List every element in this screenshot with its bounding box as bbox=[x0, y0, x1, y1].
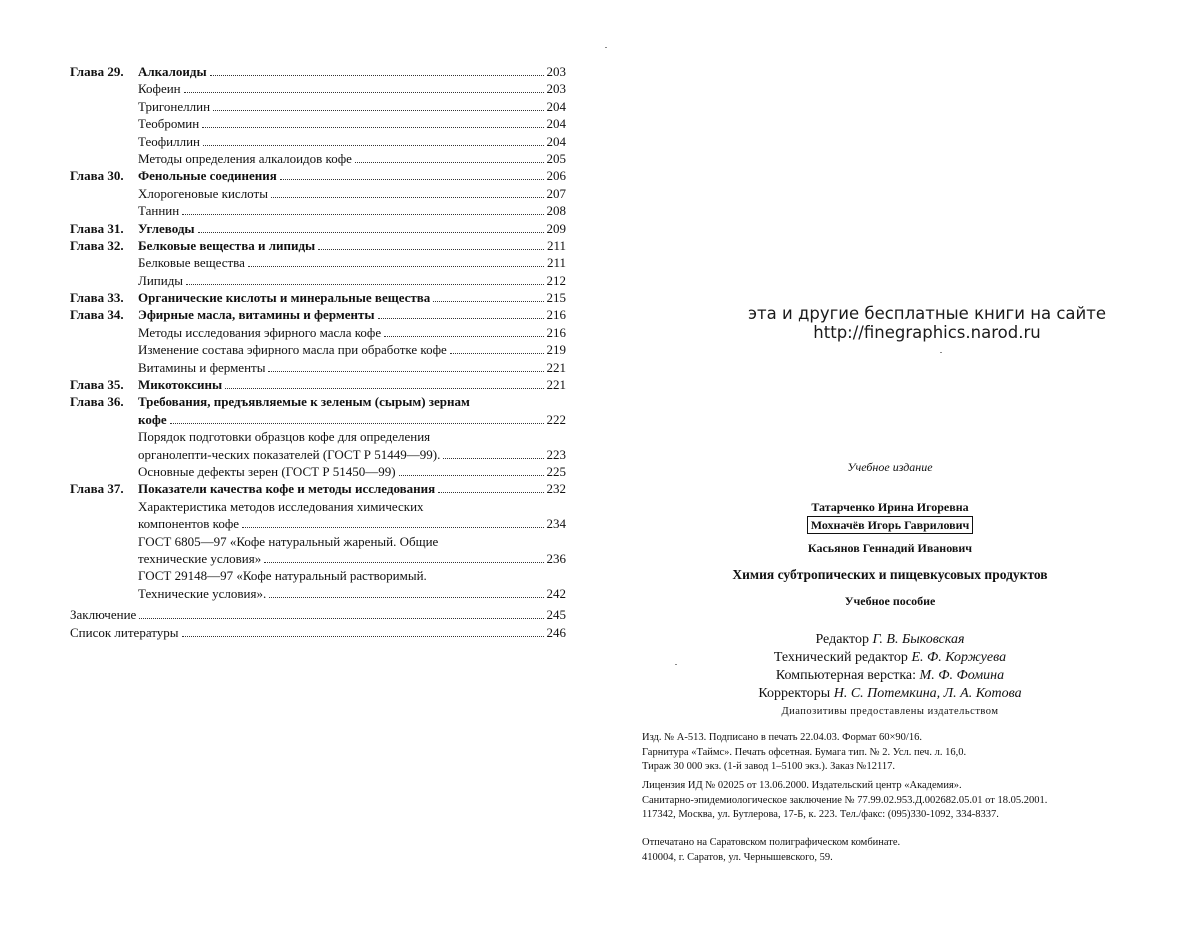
author-2-boxed: Мохначёв Игорь Гаврилович bbox=[807, 516, 974, 534]
toc-section-line bbox=[70, 446, 566, 463]
toc-section-line bbox=[70, 359, 566, 376]
toc-title: Методы определения алкалоидов кофе bbox=[138, 150, 352, 167]
toc-page-number: 204 bbox=[547, 115, 567, 132]
toc-section-line bbox=[70, 463, 566, 480]
watermark-text: эта и другие бесплатные книги на сайте bbox=[727, 304, 1127, 323]
toc-title: кофе bbox=[138, 411, 167, 428]
toc-leader-dots bbox=[450, 353, 544, 354]
toc-section-line bbox=[70, 606, 566, 623]
toc-section-line bbox=[70, 341, 566, 358]
toc-section-line bbox=[70, 567, 566, 584]
toc-leader-dots bbox=[225, 388, 543, 389]
toc-leader-dots bbox=[318, 249, 544, 250]
toc-chapter-line bbox=[70, 411, 566, 428]
toc-leader-dots bbox=[268, 371, 543, 372]
toc-chapter-line bbox=[70, 306, 566, 323]
toc-title: Микотоксины bbox=[138, 376, 222, 393]
toc-leader-dots bbox=[399, 475, 544, 476]
toc-leader-dots bbox=[443, 458, 543, 459]
toc-page-number: 219 bbox=[547, 341, 567, 358]
toc-leader-dots bbox=[438, 492, 543, 493]
credit-proofreaders: Корректоры Н. С. Потемкина, Л. А. Котова bbox=[600, 685, 1180, 703]
toc-page-number: 225 bbox=[547, 463, 567, 480]
toc-section-line bbox=[70, 624, 566, 641]
toc-chapter-line bbox=[70, 167, 566, 184]
toc-chapter-number: Глава 33. bbox=[70, 289, 138, 306]
toc-page-number: 223 bbox=[547, 446, 567, 463]
toc-leader-dots bbox=[271, 197, 544, 198]
toc-title: Кофеин bbox=[138, 80, 181, 97]
toc-section-line bbox=[70, 550, 566, 567]
toc-section-line bbox=[70, 254, 566, 271]
toc-page-number: 245 bbox=[547, 606, 567, 623]
toc-page-number: 246 bbox=[547, 624, 567, 641]
toc-page-number: 216 bbox=[547, 324, 567, 341]
toc-title: Алкалоиды bbox=[138, 63, 207, 80]
toc-title: Заключение bbox=[70, 606, 136, 623]
toc-page-number: 221 bbox=[547, 376, 567, 393]
toc-title: Витамины и ферменты bbox=[138, 359, 265, 376]
toc-leader-dots bbox=[242, 527, 543, 528]
toc-chapter-number: Глава 35. bbox=[70, 376, 138, 393]
author-3: Касьянов Геннадий Иванович bbox=[600, 541, 1180, 556]
toc-title: Липиды bbox=[138, 272, 183, 289]
toc-chapter-number: Глава 37. bbox=[70, 480, 138, 497]
toc-chapter-line bbox=[70, 63, 566, 80]
toc-section-line bbox=[70, 533, 566, 550]
watermark-url: http://finegraphics.narod.ru bbox=[727, 323, 1127, 342]
toc-leader-dots bbox=[264, 562, 543, 563]
toc-section-line bbox=[70, 428, 566, 445]
toc-section-line bbox=[70, 515, 566, 532]
toc-chapter-line bbox=[70, 237, 566, 254]
toc-title: Методы исследования эфирного масла кофе bbox=[138, 324, 381, 341]
toc-title: Белковые вещества и липиды bbox=[138, 237, 315, 254]
toc-section-line bbox=[70, 185, 566, 202]
toc-page-number: 211 bbox=[547, 237, 566, 254]
toc-section-line bbox=[70, 272, 566, 289]
toc-chapter-number: Глава 34. bbox=[70, 306, 138, 323]
toc-page-number: 236 bbox=[547, 550, 567, 567]
toc-page-number: 204 bbox=[547, 98, 567, 115]
credit-tech-editor: Технический редактор Е. Ф. Коржуева bbox=[600, 649, 1180, 667]
toc-page-number: 203 bbox=[547, 63, 567, 80]
toc-page-number: 216 bbox=[547, 306, 567, 323]
imprint-printer-info: Отпечатано на Саратовском полиграфическом комбинате. 410004, г. Саратов, ул. Чернышевского, 59. bbox=[642, 836, 900, 865]
toc-section-line bbox=[70, 80, 566, 97]
toc-leader-dots bbox=[184, 92, 544, 93]
toc-title: Теобромин bbox=[138, 115, 199, 132]
table-of-contents bbox=[70, 63, 566, 641]
scan-speck bbox=[940, 352, 942, 353]
edition-type: Учебное издание bbox=[600, 460, 1180, 475]
right-page bbox=[600, 0, 1200, 928]
toc-title: Белковые вещества bbox=[138, 254, 245, 271]
toc-leader-dots bbox=[170, 423, 544, 424]
toc-section-line bbox=[70, 202, 566, 219]
toc-page-number: 203 bbox=[547, 80, 567, 97]
toc-leader-dots bbox=[182, 636, 544, 637]
credits bbox=[600, 631, 1180, 703]
imprint-publisher-info: Лицензия ИД № 02025 от 13.06.2000. Издательский центр «Академия». Санитарно-эпидемиологическое заключение № 77.99.02.953.Д.002682.05.01 от 18.05.2001. 117342, Москва, ул. Бутлерова, 17-Б, к. 223. Тел./факс: (095)330-1092, 334-8337. bbox=[642, 779, 1047, 823]
toc-title: Порядок подготовки образцов кофе для определения bbox=[138, 428, 430, 445]
toc-title: Характеристика методов исследования химических bbox=[138, 498, 424, 515]
toc-title: Хлорогеновые кислоты bbox=[138, 185, 268, 202]
toc-leader-dots bbox=[355, 162, 544, 163]
toc-section-line bbox=[70, 133, 566, 150]
left-page bbox=[0, 0, 600, 928]
toc-page-number: 208 bbox=[547, 202, 567, 219]
toc-chapter-line bbox=[70, 289, 566, 306]
toc-title: Тригонеллин bbox=[138, 98, 210, 115]
toc-page-number: 207 bbox=[547, 185, 567, 202]
toc-leader-dots bbox=[280, 179, 544, 180]
toc-chapter-number: Глава 31. bbox=[70, 220, 138, 237]
toc-chapter-number: Глава 29. bbox=[70, 63, 138, 80]
toc-chapter-line bbox=[70, 376, 566, 393]
toc-page-number: 222 bbox=[547, 411, 567, 428]
toc-leader-dots bbox=[384, 336, 543, 337]
toc-title: Список литературы bbox=[70, 624, 179, 641]
toc-title: ГОСТ 6805—97 «Кофе натуральный жареный. Общие bbox=[138, 533, 438, 550]
toc-page-number: 206 bbox=[547, 167, 567, 184]
toc-title: Фенольные соединения bbox=[138, 167, 277, 184]
toc-title: Требования, предъявляемые к зеленым (сырым) зернам bbox=[138, 393, 470, 410]
toc-chapter-number: Глава 32. bbox=[70, 237, 138, 254]
toc-title: Органические кислоты и минеральные вещества bbox=[138, 289, 430, 306]
toc-page-number: 205 bbox=[547, 150, 567, 167]
toc-chapter-line bbox=[70, 220, 566, 237]
toc-chapter-line bbox=[70, 393, 566, 410]
toc-title: Технические условия». bbox=[138, 585, 266, 602]
imprint-print-info: Изд. № А-513. Подписано в печать 22.04.03. Формат 60×90/16. Гарнитура «Таймс». Печать офсетная. Бумага тип. № 2. Усл. печ. л. 16,0. Тираж 30 000 экз. (1-й завод 1–5100 экз.). Заказ №12117. bbox=[642, 731, 966, 775]
toc-page-number: 234 bbox=[547, 515, 567, 532]
credit-editor: Редактор Г. В. Быковская bbox=[600, 631, 1180, 649]
toc-page-number: 242 bbox=[547, 585, 567, 602]
toc-page-number: 204 bbox=[547, 133, 567, 150]
toc-leader-dots bbox=[139, 618, 543, 619]
toc-section-line bbox=[70, 115, 566, 132]
author-2 bbox=[600, 518, 1180, 533]
toc-title: органолепти-ческих показателей (ГОСТ Р 51449—99). bbox=[138, 446, 440, 463]
toc-page-number: 215 bbox=[547, 289, 567, 306]
scan-speck bbox=[675, 664, 677, 665]
credit-layout: Компьютерная верстка: М. Ф. Фомина bbox=[600, 667, 1180, 685]
toc-section-line bbox=[70, 498, 566, 515]
toc-title: ГОСТ 29148—97 «Кофе натуральный растворимый. bbox=[138, 567, 427, 584]
toc-chapter-line bbox=[70, 480, 566, 497]
toc-leader-dots bbox=[213, 110, 543, 111]
toc-title: компонентов кофе bbox=[138, 515, 239, 532]
toc-leader-dots bbox=[269, 597, 543, 598]
toc-page-number: 221 bbox=[547, 359, 567, 376]
toc-title: технические условия» bbox=[138, 550, 261, 567]
book-title: Химия субтропических и пищевкусовых продуктов bbox=[600, 567, 1180, 583]
toc-leader-dots bbox=[198, 232, 544, 233]
toc-leader-dots bbox=[202, 127, 543, 128]
book-subtitle: Учебное пособие bbox=[600, 594, 1180, 609]
toc-page-number: 232 bbox=[547, 480, 567, 497]
toc-title: Показатели качества кофе и методы исследования bbox=[138, 480, 435, 497]
toc-title: Углеводы bbox=[138, 220, 195, 237]
toc-leader-dots bbox=[210, 75, 544, 76]
toc-leader-dots bbox=[186, 284, 543, 285]
toc-section-line bbox=[70, 98, 566, 115]
toc-title: Таннин bbox=[138, 202, 179, 219]
toc-leader-dots bbox=[182, 214, 543, 215]
toc-leader-dots bbox=[248, 266, 544, 267]
scan-speck bbox=[605, 47, 607, 48]
diapositives-note: Диапозитивы предоставлены издательством bbox=[600, 706, 1180, 717]
toc-chapter-number: Глава 30. bbox=[70, 167, 138, 184]
toc-title: Эфирные масла, витамины и ферменты bbox=[138, 306, 375, 323]
toc-page-number: 209 bbox=[547, 220, 567, 237]
author-1: Татарченко Ирина Игоревна bbox=[600, 500, 1180, 515]
toc-section-line bbox=[70, 150, 566, 167]
toc-section-line bbox=[70, 324, 566, 341]
toc-chapter-number: Глава 36. bbox=[70, 393, 138, 410]
toc-title: Основные дефекты зерен (ГОСТ Р 51450—99) bbox=[138, 463, 396, 480]
toc-leader-dots bbox=[203, 145, 544, 146]
toc-leader-dots bbox=[378, 318, 544, 319]
toc-title: Теофиллин bbox=[138, 133, 200, 150]
toc-page-number: 211 bbox=[547, 254, 566, 271]
toc-title: Изменение состава эфирного масла при обработке кофе bbox=[138, 341, 447, 358]
toc-page-number: 212 bbox=[547, 272, 567, 289]
toc-leader-dots bbox=[433, 301, 543, 302]
toc-section-line bbox=[70, 585, 566, 602]
